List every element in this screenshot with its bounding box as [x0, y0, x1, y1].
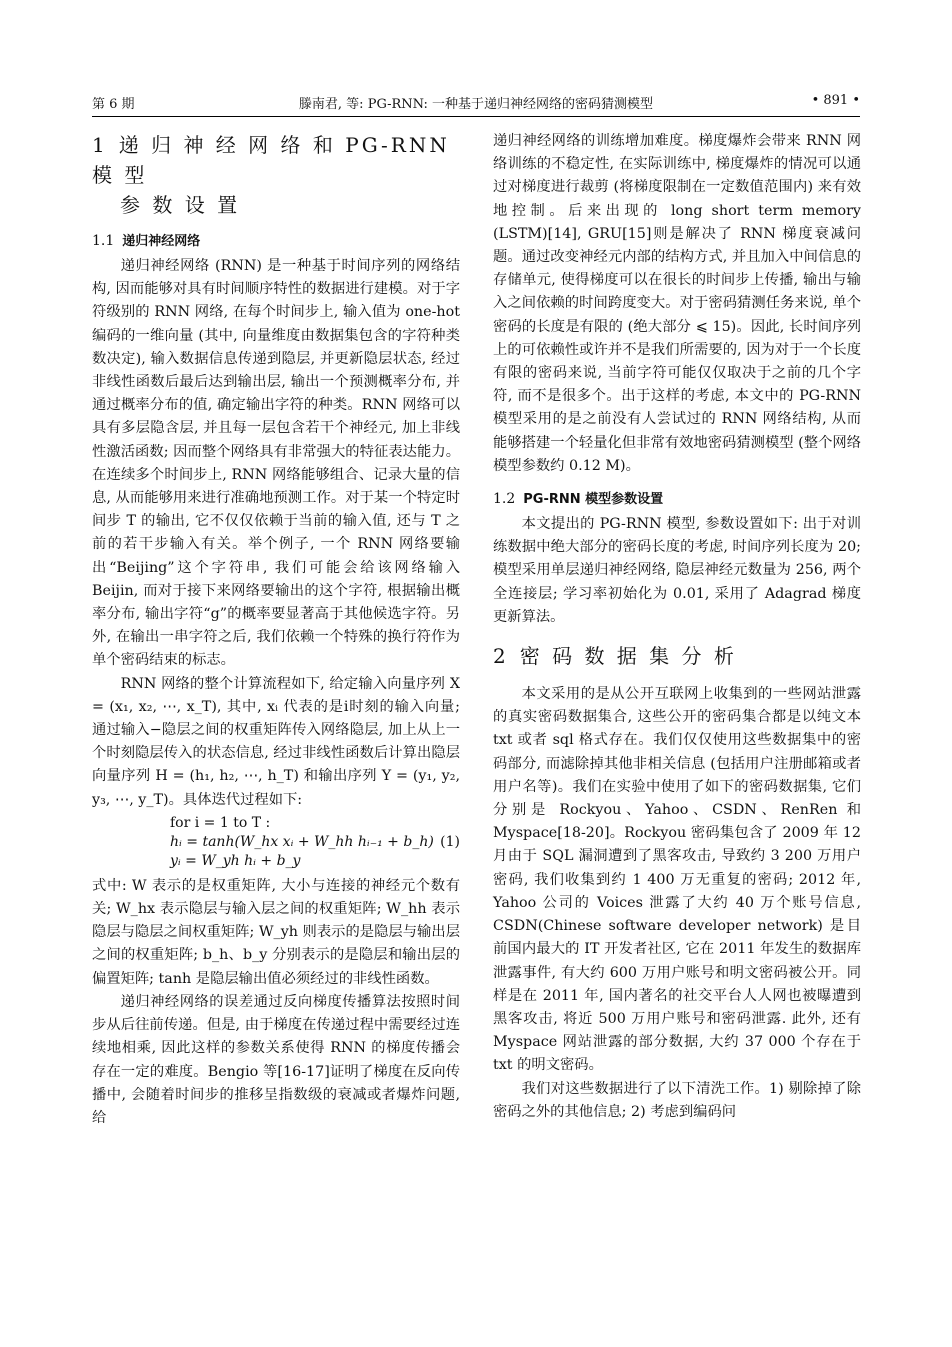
- subsection-number: 1.2: [493, 491, 516, 508]
- header-rule: [92, 116, 860, 117]
- running-title: 滕南君, 等: PG-RNN: 一种基于递归神经网络的密码猜测模型: [298, 97, 654, 112]
- section-title-line1: 递 归 神 经 网 络 和 PG-RNN 模 型: [92, 133, 450, 187]
- paragraph: 递归神经网络 (RNN) 是一种基于时间序列的网络结构, 因而能够对具有时间顺序特性的数据进行建模。对于字符级别的 RNN 网络, 在每个时间步上, 输入值为 one-hot 编码的一维向量 (其中, 向量维度由数据集包含的字符种类数决定), 输入数据信息传递到隐层, 并更新隐层状态, 经过非线性函数后最后达到输出层, 输出一个预测概率分布, 并通过概率分布的值, 确定输出字符的种类。RNN 网络可以具有多层隐含层, 并且每一层包含若干个神经元, 加上非线性激活函数; 因而整个网络具有非常强大的特征表达能力。在连续多个时间步上, RNN 网络能够组合、记录大量的信息, 从而能够用来进行准确地预测工作。对于某一个特定时间步 T 的输出, 它不仅仅依赖于当前的输入值, 还与 T 之前的若干步输入有关。举个例子, 一个 RNN 网络要输出“Beijing”这个字符串, 我们可能会给该网络输入 Beijin, 而对于接下来网络要输出的这个字符, 根据输出概率分布, 输出字符“g”的概率要显著高于其他候选字符。另外, 在输出一串字符之后, 我们依赖一个特殊的换行符作为单个密码结束的标志。: [92, 258, 460, 669]
- subsection-title: 递归神经网络: [122, 234, 201, 249]
- equation-line: for i = 1 to T :: [170, 814, 271, 831]
- subsection-1-1-heading: [92, 230, 460, 253]
- section-number: 1: [92, 133, 105, 157]
- left-column: [92, 130, 460, 1130]
- paragraph: 递归神经网络的训练增加难度。梯度爆炸会带来 RNN 网络训练的不稳定性, 在实际训练中, 梯度爆炸的情况可以通过对梯度进行裁剪 (将梯度限制在一定数值范围内) 来有效地控制。后来出现的 long short term memory (LSTM)[14], GRU[15]则是解决了 RNN 梯度衰减问题。通过改变神经元内部的结构方式, 并且加入中间信息的存储单元, 使得梯度可以在很长的时间步上传播, 输出与输入之间依赖的时间跨度变大。对于密码猜测任务来说, 单个密码的长度是有限的 (绝大部分 ⩽ 15)。因此, 长时间序列上的可依赖性或许并不是我们所需要的, 因为对于一个长度有限的密码来说, 当前字符可能仅仅取决于之前的几个字符, 而不是很多个。出于这样的考虑, 本文中的 PG-RNN 模型采用的是之前没有人尝试过的 RNN 网络结构, 从而能够搭建一个轻量化但非常有效地密码猜测模型 (整个网络模型参数约 0.12 M)。: [493, 133, 861, 474]
- paragraph: 本文采用的是从公开互联网上收集到的一些网站泄露的真实密码数据集合, 这些公开的密码集合都是以纯文本 txt 或者 sql 格式存在。我们仅仅使用这些数据集中的密码部分, 而滤除掉其他非相关信息 (包括用户注册邮箱或者用户名等)。我们在实验中使用了如下的密码数据集, 它们分别是 Rockyou、Yahoo、CSDN、RenRen 和 Myspace[18-20]。Rockyou 密码集包含了 2009 年 12 月由于 SQL 漏洞遭到了黑客攻击, 导致约 3 200 万用户密码, 我们收集到约 1 400 万无重复的密码; 2012 年, Yahoo 公司的 Voices 泄露了大约 40 万个账号信息, CSDN(Chinese software developer network) 是目前国内最大的 IT 开发者社区, 它在 2011 年发生的数据库泄露事件, 有大约 600 万用户账号和明文密码被公开。同样是在 2011 年, 国内著名的社交平台人人网也被曝遭到黑客攻击, 将近 500 万用户账号和密码泄露. 此外, 还有 Myspace 网站泄露的部分数据, 大约 37 000 个存在于 txt 的明文密码。: [493, 686, 861, 1074]
- paragraph: 本文提出的 PG-RNN 模型, 参数设置如下: 出于对训练数据中绝大部分的密码长度的考虑, 时间序列长度为 20; 模型采用单层递归神经网络, 隐层神经元数量为 256, 两个全连接层; 学习率初始化为 0.01, 采用了 Adagrad 梯度更新算法。: [493, 516, 861, 625]
- section-number: 2: [493, 644, 506, 669]
- equation-line: yᵢ = W_yh hᵢ + b_y: [170, 852, 301, 869]
- section-title: 密 码 数 据 集 分 析: [519, 644, 737, 669]
- section-1-heading: [92, 130, 460, 220]
- subsection-title: PG-RNN 模型参数设置: [523, 492, 664, 508]
- equation-1: [92, 814, 460, 871]
- paragraph: 递归神经网络的误差通过反向梯度传播算法按照时间步从后往前传递。但是, 由于梯度在传递过程中需要经过连续地相乘, 因此这样的参数关系使得 RNN 的梯度传播会存在一定的难度。Bengio 等[16-17]证明了梯度在反向传播中, 会随着时间步的推移呈指数级的衰减或者爆炸问题, 给: [92, 993, 460, 1126]
- subsection-number: 1.1: [92, 233, 115, 249]
- section-title-line2: 参 数 设 置: [120, 193, 241, 217]
- paragraph: 我们对这些数据进行了以下清洗工作。1) 剔除掉了除密码之外的其他信息; 2) 考虑到编码问: [493, 1080, 861, 1120]
- equation-line: hᵢ = tanh(W_hx xᵢ + W_hh hᵢ₋₁ + b_h): [170, 833, 434, 850]
- paragraph: 式中: W 表示的是权重矩阵, 大小与连接的神经元个数有关; W_hx 表示隐层与输入层之间的权重矩阵; W_hh 表示隐层与隐层之间权重矩阵; W_yh 则表示的是隐层与输出层之间的权重矩阵; b_h、b_y 分别表示的是隐层和输出层的偏置矩阵; tanh 是隐层输出值必须经过的非线性函数。: [92, 877, 460, 987]
- issue-number: 第 6 期: [92, 97, 135, 112]
- right-column: [493, 130, 861, 1124]
- section-2-heading: [493, 641, 861, 671]
- equation-number: (1): [440, 833, 460, 850]
- paragraph: RNN 网络的整个计算流程如下, 给定输入向量序列 X = (x₁, x₂, ⋯, x_T), 其中, xᵢ 代表的是i时刻的输入向量; 通过输入−隐层之间的权重矩阵传入网络隐层, 加上从上一个时刻隐层传入的状态信息, 经过非线性函数后计算出隐层向量序列 H = (h₁, h₂, ⋯, h_T) 和输出序列 Y = (y₁, y₂, y₃, ⋯, y_T)。具体迭代过程如下:: [92, 675, 460, 808]
- subsection-1-2-heading: [493, 488, 861, 511]
- running-header: [92, 93, 860, 115]
- page-number: • 891 •: [811, 93, 860, 108]
